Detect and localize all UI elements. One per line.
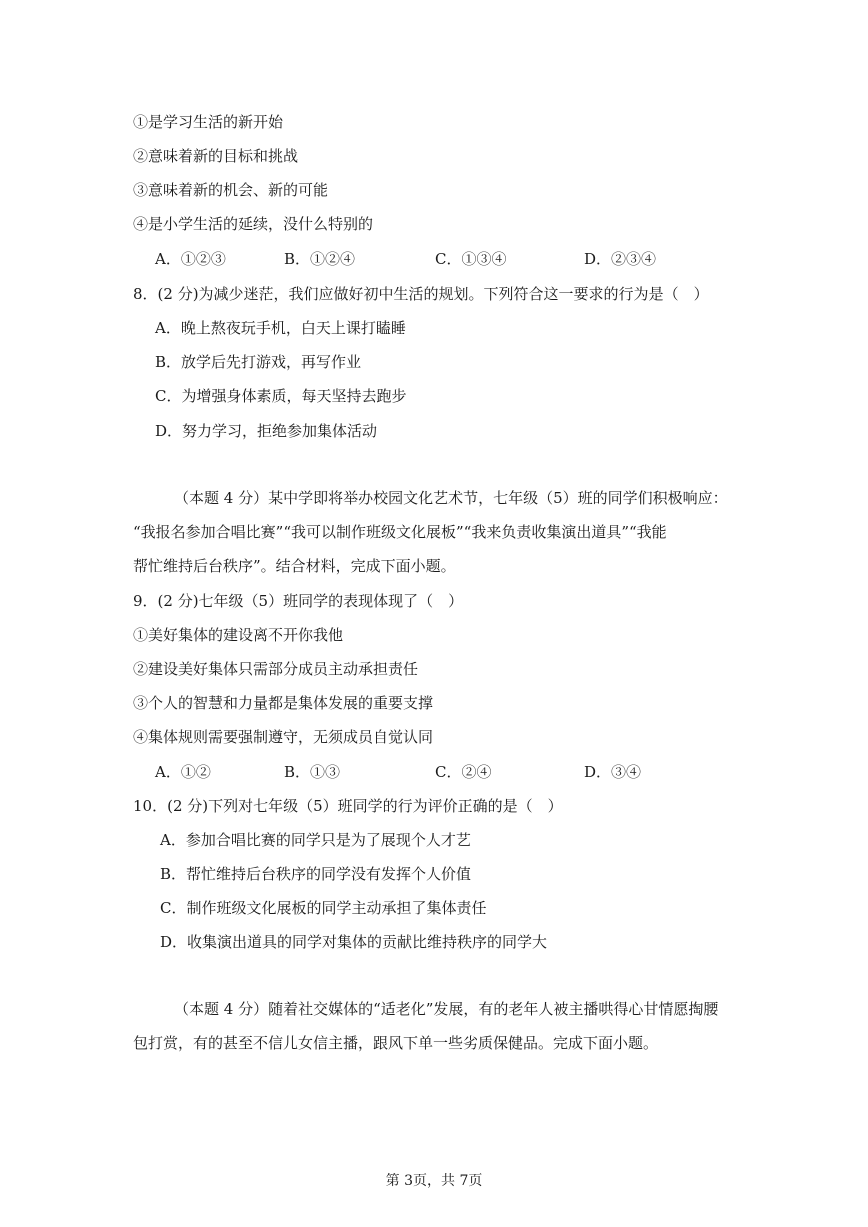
page-footer: 第 3页，共 7页 xyxy=(385,1173,483,1189)
q7-item-3: ③意味着新的机会、新的可能 xyxy=(133,181,329,199)
q10-option-c: C．制作班级文化展板的同学主动承担了集体责任 xyxy=(160,899,487,917)
q10-option-d: D．收集演出道具的同学对集体的贡献比维持秩序的同学大 xyxy=(160,933,548,951)
q7-option-a: A．①②③ xyxy=(155,250,226,268)
material1-line-2: “我报名参加合唱比赛”“我可以制作班级文化展板”“我来负责收集演出道具”“我能 xyxy=(133,523,667,541)
q7-item-2: ②意味着新的目标和挑战 xyxy=(133,147,299,165)
q7-option-d: D．②③④ xyxy=(584,250,657,268)
q9-option-a: A．①② xyxy=(155,763,211,781)
material2-line-1: （本题 4 分）随着社交媒体的“适老化”发展，有的老年人被主播哄得心甘情愿掏腰 xyxy=(174,1000,719,1018)
q8-option-b: B．放学后先打游戏，再写作业 xyxy=(155,353,362,371)
q9-item-1: ①美好集体的建设离不开你我他 xyxy=(133,626,344,644)
q7-option-b: B．①②④ xyxy=(284,250,356,268)
material1-line-3: 帮忙维持后台秩序”。结合材料，完成下面小题。 xyxy=(133,557,456,575)
q9-item-4: ④集体规则需要强制遵守，无须成员自觉认同 xyxy=(133,728,434,746)
q9-option-b: B．①③ xyxy=(284,763,341,781)
q10-stem: 10．(2 分)下列对七年级（5）班同学的行为评价正确的是（ ） xyxy=(133,797,563,815)
q9-stem: 9．(2 分)七年级（5）班同学的表现体现了（ ） xyxy=(133,592,464,610)
q8-option-a: A．晚上熬夜玩手机，白天上课打瞌睡 xyxy=(155,319,406,337)
q7-item-1: ①是学习生活的新开始 xyxy=(133,113,284,131)
q8-option-c: C．为增强身体素质，每天坚持去跑步 xyxy=(155,387,407,405)
q9-item-2: ②建设美好集体只需部分成员主动承担责任 xyxy=(133,660,419,678)
q10-option-a: A．参加合唱比赛的同学只是为了展现个人才艺 xyxy=(160,831,471,849)
material2-line-2: 包打赏，有的甚至不信儿女信主播，跟风下单一些劣质保健品。完成下面小题。 xyxy=(133,1034,659,1052)
q9-option-d: D．③④ xyxy=(584,763,642,781)
q9-option-c: C．②④ xyxy=(435,763,492,781)
q8-option-d: D．努力学习，拒绝参加集体活动 xyxy=(155,422,378,440)
q7-option-c: C．①③④ xyxy=(435,250,507,268)
q10-option-b: B．帮忙维持后台秩序的同学没有发挥个人价值 xyxy=(160,865,472,883)
q8-stem: 8．(2 分)为减少迷茫，我们应做好初中生活的规划。下列符合这一要求的行为是（ ） xyxy=(133,285,709,303)
q7-item-4: ④是小学生活的延续，没什么特别的 xyxy=(133,215,374,233)
material1-line-1: （本题 4 分）某中学即将举办校园文化艺术节，七年级（5）班的同学们积极响应： xyxy=(174,489,728,507)
q9-item-3: ③个人的智慧和力量都是集体发展的重要支撑 xyxy=(133,694,434,712)
